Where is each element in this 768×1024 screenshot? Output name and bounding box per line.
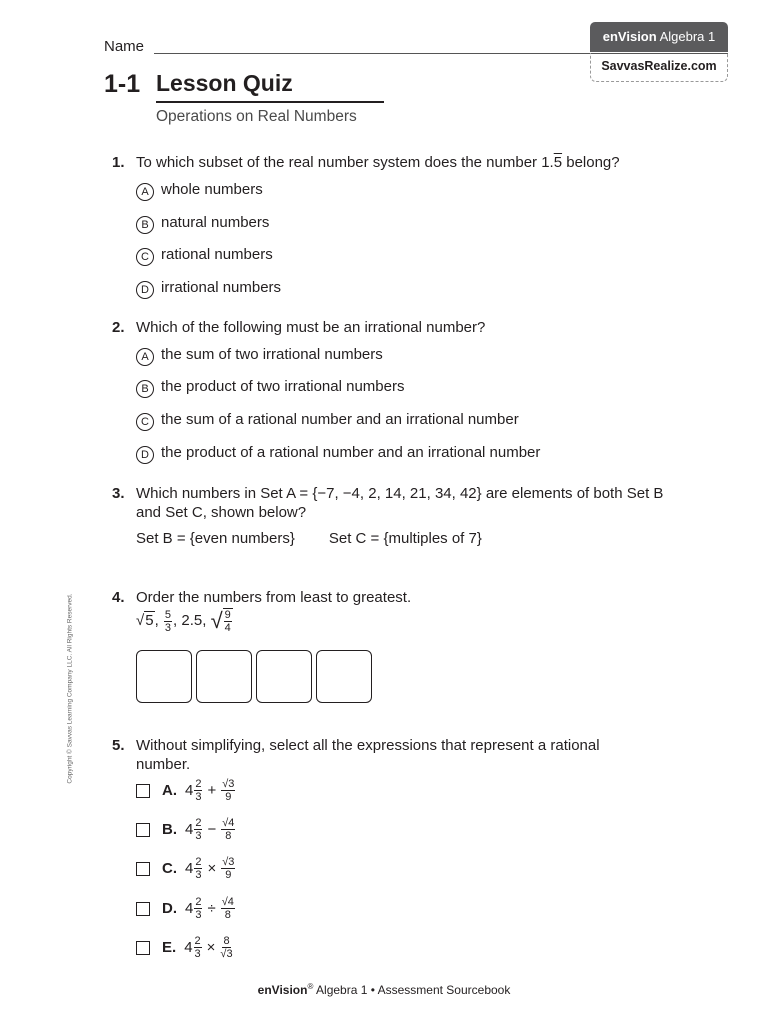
denominator: 9 [225, 869, 232, 881]
set-b: Set B = {even numbers} [136, 530, 295, 547]
question-number: 2. [112, 319, 125, 336]
numerator: 8 [223, 935, 230, 947]
question-1 [112, 153, 682, 172]
checkbox[interactable] [136, 902, 150, 916]
option-text: irrational numbers [161, 279, 282, 296]
question-2 [112, 318, 682, 337]
denominator: 3 [195, 909, 202, 921]
operator: ÷ [207, 900, 216, 917]
lesson-title: Lesson Quiz [156, 70, 293, 96]
question-number: 5. [112, 737, 125, 754]
question-number: 3. [112, 485, 125, 502]
numerator: 2 [195, 856, 202, 868]
radicand: 5 [145, 611, 154, 629]
question-text: Which numbers in Set A = {−7, −4, 2, 14, 21, 34, 42} are elements of both Set B and Set C, shown below? [136, 485, 664, 521]
whole-number: 4 [185, 782, 194, 799]
numerator: 5 [164, 608, 172, 621]
set-definitions [136, 530, 482, 547]
option-bubble[interactable]: C [136, 248, 154, 266]
q5-choice-b[interactable] [136, 817, 236, 842]
option-bubble[interactable]: C [136, 413, 154, 431]
checkbox[interactable] [136, 862, 150, 876]
option-bubble[interactable]: D [136, 446, 154, 464]
choice-label: A. [162, 782, 177, 799]
whole-number: 4 [185, 821, 194, 838]
option-text: the sum of a rational number and an irrational number [161, 411, 519, 428]
question-4 [112, 588, 682, 607]
name-label: Name [104, 38, 145, 55]
whole-number: 4 [184, 939, 193, 956]
numerator: √4 [222, 817, 235, 829]
expression [184, 935, 233, 960]
numerator: √4 [221, 896, 234, 908]
fraction [194, 817, 202, 842]
numerator: √3 [222, 856, 235, 868]
q2-option-b[interactable] [136, 377, 404, 398]
option-bubble[interactable]: B [136, 380, 154, 398]
denominator: 3 [164, 621, 172, 634]
denominator: 4 [224, 622, 231, 634]
option-bubble[interactable]: A [136, 348, 154, 366]
sqrt-five: √5 [136, 611, 154, 629]
option-bubble[interactable]: D [136, 281, 154, 299]
fraction [194, 856, 202, 881]
option-bubble[interactable]: A [136, 183, 154, 201]
option-text: rational numbers [161, 246, 273, 263]
checkbox[interactable] [136, 784, 150, 798]
operator: × [207, 860, 217, 877]
option-text: natural numbers [161, 214, 270, 231]
q1-option-a[interactable] [136, 180, 263, 201]
option-text: whole numbers [161, 181, 263, 198]
choice-label: B. [162, 821, 177, 838]
question-text [136, 153, 682, 172]
denominator: 3 [195, 791, 202, 803]
fraction [221, 817, 235, 842]
question-text-part: belong? [562, 154, 620, 171]
operator: + [207, 782, 217, 799]
fraction [221, 896, 235, 921]
q5-choice-a[interactable] [136, 778, 236, 803]
denominator: 3 [195, 869, 202, 881]
q1-option-c[interactable] [136, 245, 273, 266]
q2-option-a[interactable] [136, 345, 383, 366]
number-two-point-five: 2.5 [181, 611, 203, 629]
numerator: 2 [195, 778, 202, 790]
order-answer-box-3[interactable] [256, 650, 312, 703]
whole-number: 4 [185, 900, 194, 917]
question-text: Which of the following must be an irrational number? [136, 319, 486, 336]
copyright-notice: Copyright © Savvas Learning Company LLC. All Rights Reserved. [66, 593, 74, 784]
fraction [221, 778, 235, 803]
checkbox[interactable] [136, 823, 150, 837]
denominator: √3 [220, 948, 233, 960]
numbers-to-order: √5, $\frac{5}{3}$ , 2.5, √ $\frac{9}{4}$ [136, 608, 231, 634]
q5-choice-e[interactable] [136, 935, 234, 960]
brand-prefix: enVision [602, 29, 657, 44]
order-answer-box-2[interactable] [196, 650, 252, 703]
question-number: 1. [112, 154, 125, 171]
choice-label: D. [162, 900, 177, 917]
numerator: 9 [224, 609, 231, 621]
order-answer-box-4[interactable] [316, 650, 372, 703]
brand-logo [590, 22, 728, 52]
q1-option-b[interactable] [136, 213, 269, 234]
denominator: 3 [195, 830, 202, 842]
lesson-subtitle: Operations on Real Numbers [156, 108, 357, 125]
footer-text: Algebra 1 • Assessment Sourcebook [313, 983, 511, 997]
order-answer-box-1[interactable] [136, 650, 192, 703]
q5-choice-c[interactable] [136, 856, 236, 881]
question-number: 4. [112, 589, 125, 606]
option-text: the sum of two irrational numbers [161, 346, 383, 363]
expression [185, 856, 236, 881]
denominator: 8 [225, 830, 232, 842]
denominator: 9 [225, 791, 232, 803]
expression [185, 817, 236, 842]
lesson-number: 1-1 [104, 70, 141, 98]
question-text: Order the numbers from least to greatest. [136, 589, 412, 606]
fraction-five-thirds [164, 609, 172, 634]
denominator: 3 [194, 948, 201, 960]
fraction [194, 935, 202, 960]
q2-option-d[interactable] [136, 443, 540, 464]
repeating-digit: 5 [553, 154, 563, 171]
whole-number: 4 [185, 860, 194, 877]
fraction [194, 896, 202, 921]
expression [185, 896, 236, 921]
denominator: 8 [224, 909, 231, 921]
question-3 [112, 484, 682, 522]
choice-label: C. [162, 860, 177, 877]
question-5 [112, 736, 682, 774]
registered-mark: ® [307, 982, 314, 991]
q1-option-d[interactable] [136, 278, 281, 299]
operator: − [207, 821, 217, 838]
numerator: 2 [194, 935, 201, 947]
operator: × [206, 939, 216, 956]
question-text-part: To which subset of the real number system does the number 1. [136, 154, 554, 171]
set-c: Set C = {multiples of 7} [328, 530, 482, 547]
question-text: Without simplifying, select all the expressions that represent a rational number. [136, 737, 600, 773]
option-bubble[interactable]: B [136, 216, 154, 234]
fraction [194, 778, 202, 803]
footer-brand: enVision [257, 983, 308, 997]
site-link[interactable]: SavvasRealize.com [590, 53, 728, 82]
q5-choice-d[interactable] [136, 896, 236, 921]
numerator: 2 [195, 896, 202, 908]
page-footer [0, 982, 768, 997]
fraction [221, 856, 235, 881]
brand-suffix: Algebra 1 [656, 29, 716, 44]
title-rule [156, 101, 384, 103]
choice-label: E. [162, 939, 177, 956]
numerator: 2 [195, 817, 202, 829]
numerator: √3 [222, 778, 235, 790]
q2-option-c[interactable] [136, 410, 519, 431]
option-text: the product of two irrational numbers [161, 378, 405, 395]
option-text: the product of a rational number and an irrational number [161, 444, 541, 461]
checkbox[interactable] [136, 941, 150, 955]
sqrt-nine-fourths: √ $\frac{9}{4}$ [210, 608, 231, 634]
fraction [220, 935, 232, 960]
expression [185, 778, 236, 803]
fraction-nine-fourths [224, 609, 232, 634]
